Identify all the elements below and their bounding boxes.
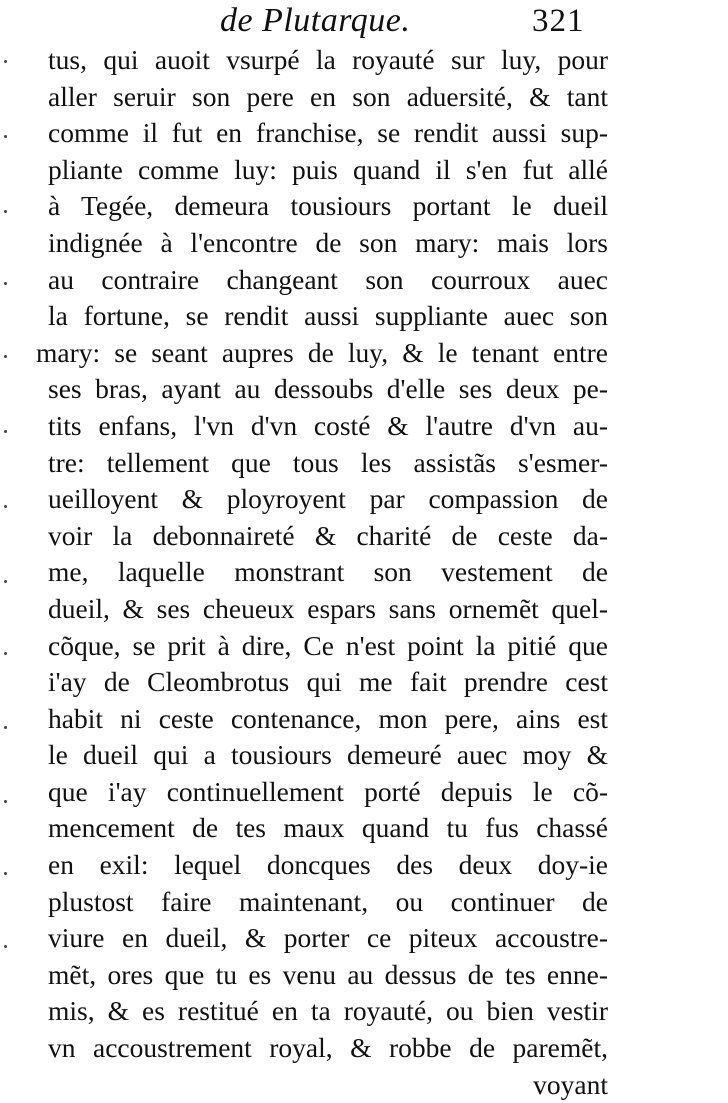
gutter-mark [4,800,7,803]
text-line: ueilloyent & ployroyent par compassion de [48,483,608,515]
text-line: tre: tellement que tous les assistãs s'esmer- [48,446,608,478]
text-line: voir la debonnaireté & charité de ceste da- [48,519,608,551]
text-line: à Tegée, demeura tousiours portant le dueil [48,190,608,222]
text-line: habit ni ceste contenance, mon pere, ains est [48,702,608,734]
text-line: viure en dueil, & porter ce piteux accoustre- [48,922,608,954]
text-line: que i'ay continuellement porté depuis le cõ- [48,775,608,807]
text-line: i'ay de Cleombrotus qui me fait prendre cest [48,666,608,698]
text-line: cõque, se prit à dire, Ce n'est point la pitié que [48,629,608,661]
text-line: tus, qui auoit vsurpé la royauté sur luy, pour [48,44,608,75]
gutter-mark [4,505,7,508]
page-number: 321 [532,3,585,39]
text-line: plustost faire maintenant, ou continuer de [48,885,608,917]
gutter-mark [4,282,7,285]
gutter-mark [4,355,7,358]
text-line: mencement de tes maux quand tu fus chassé [48,812,608,844]
text-line: aller seruir son pere en son aduersité, & tant [48,80,608,112]
binding-gutter [0,0,12,1029]
gutter-mark [4,430,7,433]
running-head [0,0,728,44]
text-line: au contraire changeant son courroux auec [48,263,608,295]
text-line: mis, & es restitué en ta royauté, ou bien vestir [48,995,608,1027]
text-line: dueil, & ses cheueux espars sans ornemẽt quel- [48,592,608,624]
text-line: la fortune, se rendit aussi suppliante auec son [48,300,608,332]
text-line: indignée à l'encontre de son mary: mais lors [48,226,608,258]
gutter-mark [4,210,7,213]
text-line: en exil: lequel doncques des deux doy-ie [48,849,608,881]
catchword: voyant [533,1068,608,1100]
text-line: me, laquelle monstrant son vestement de [48,556,608,588]
gutter-mark [4,652,7,655]
gutter-mark [4,135,7,138]
text-line: vn accoustrement royal, & robbe de paremẽt, [48,1032,608,1064]
running-title: de Plutarque. [220,2,411,39]
gutter-mark [4,872,7,875]
gutter-mark [4,580,7,583]
text-line: tits enfans, l'vn d'vn costé & l'autre d'vn au- [48,409,608,441]
gutter-mark [4,945,7,948]
text-line: comme il fut en franchise, se rendit aussi sup- [48,117,608,149]
text-line: pliante comme luy: puis quand il s'en fut allé [48,153,608,185]
text-line: le dueil qui a tousiours demeuré auec moy & [48,739,608,771]
text-line: mary: se seant aupres de luy, & le tenant entre [36,336,608,368]
gutter-mark [4,726,7,729]
body-text [36,42,608,1103]
gutter-mark [4,60,7,63]
text-line: ses bras, ayant au dessoubs d'elle ses deux pe- [48,373,608,405]
text-line: mẽt, ores que tu es venu au dessus de tes enne- [48,958,608,990]
